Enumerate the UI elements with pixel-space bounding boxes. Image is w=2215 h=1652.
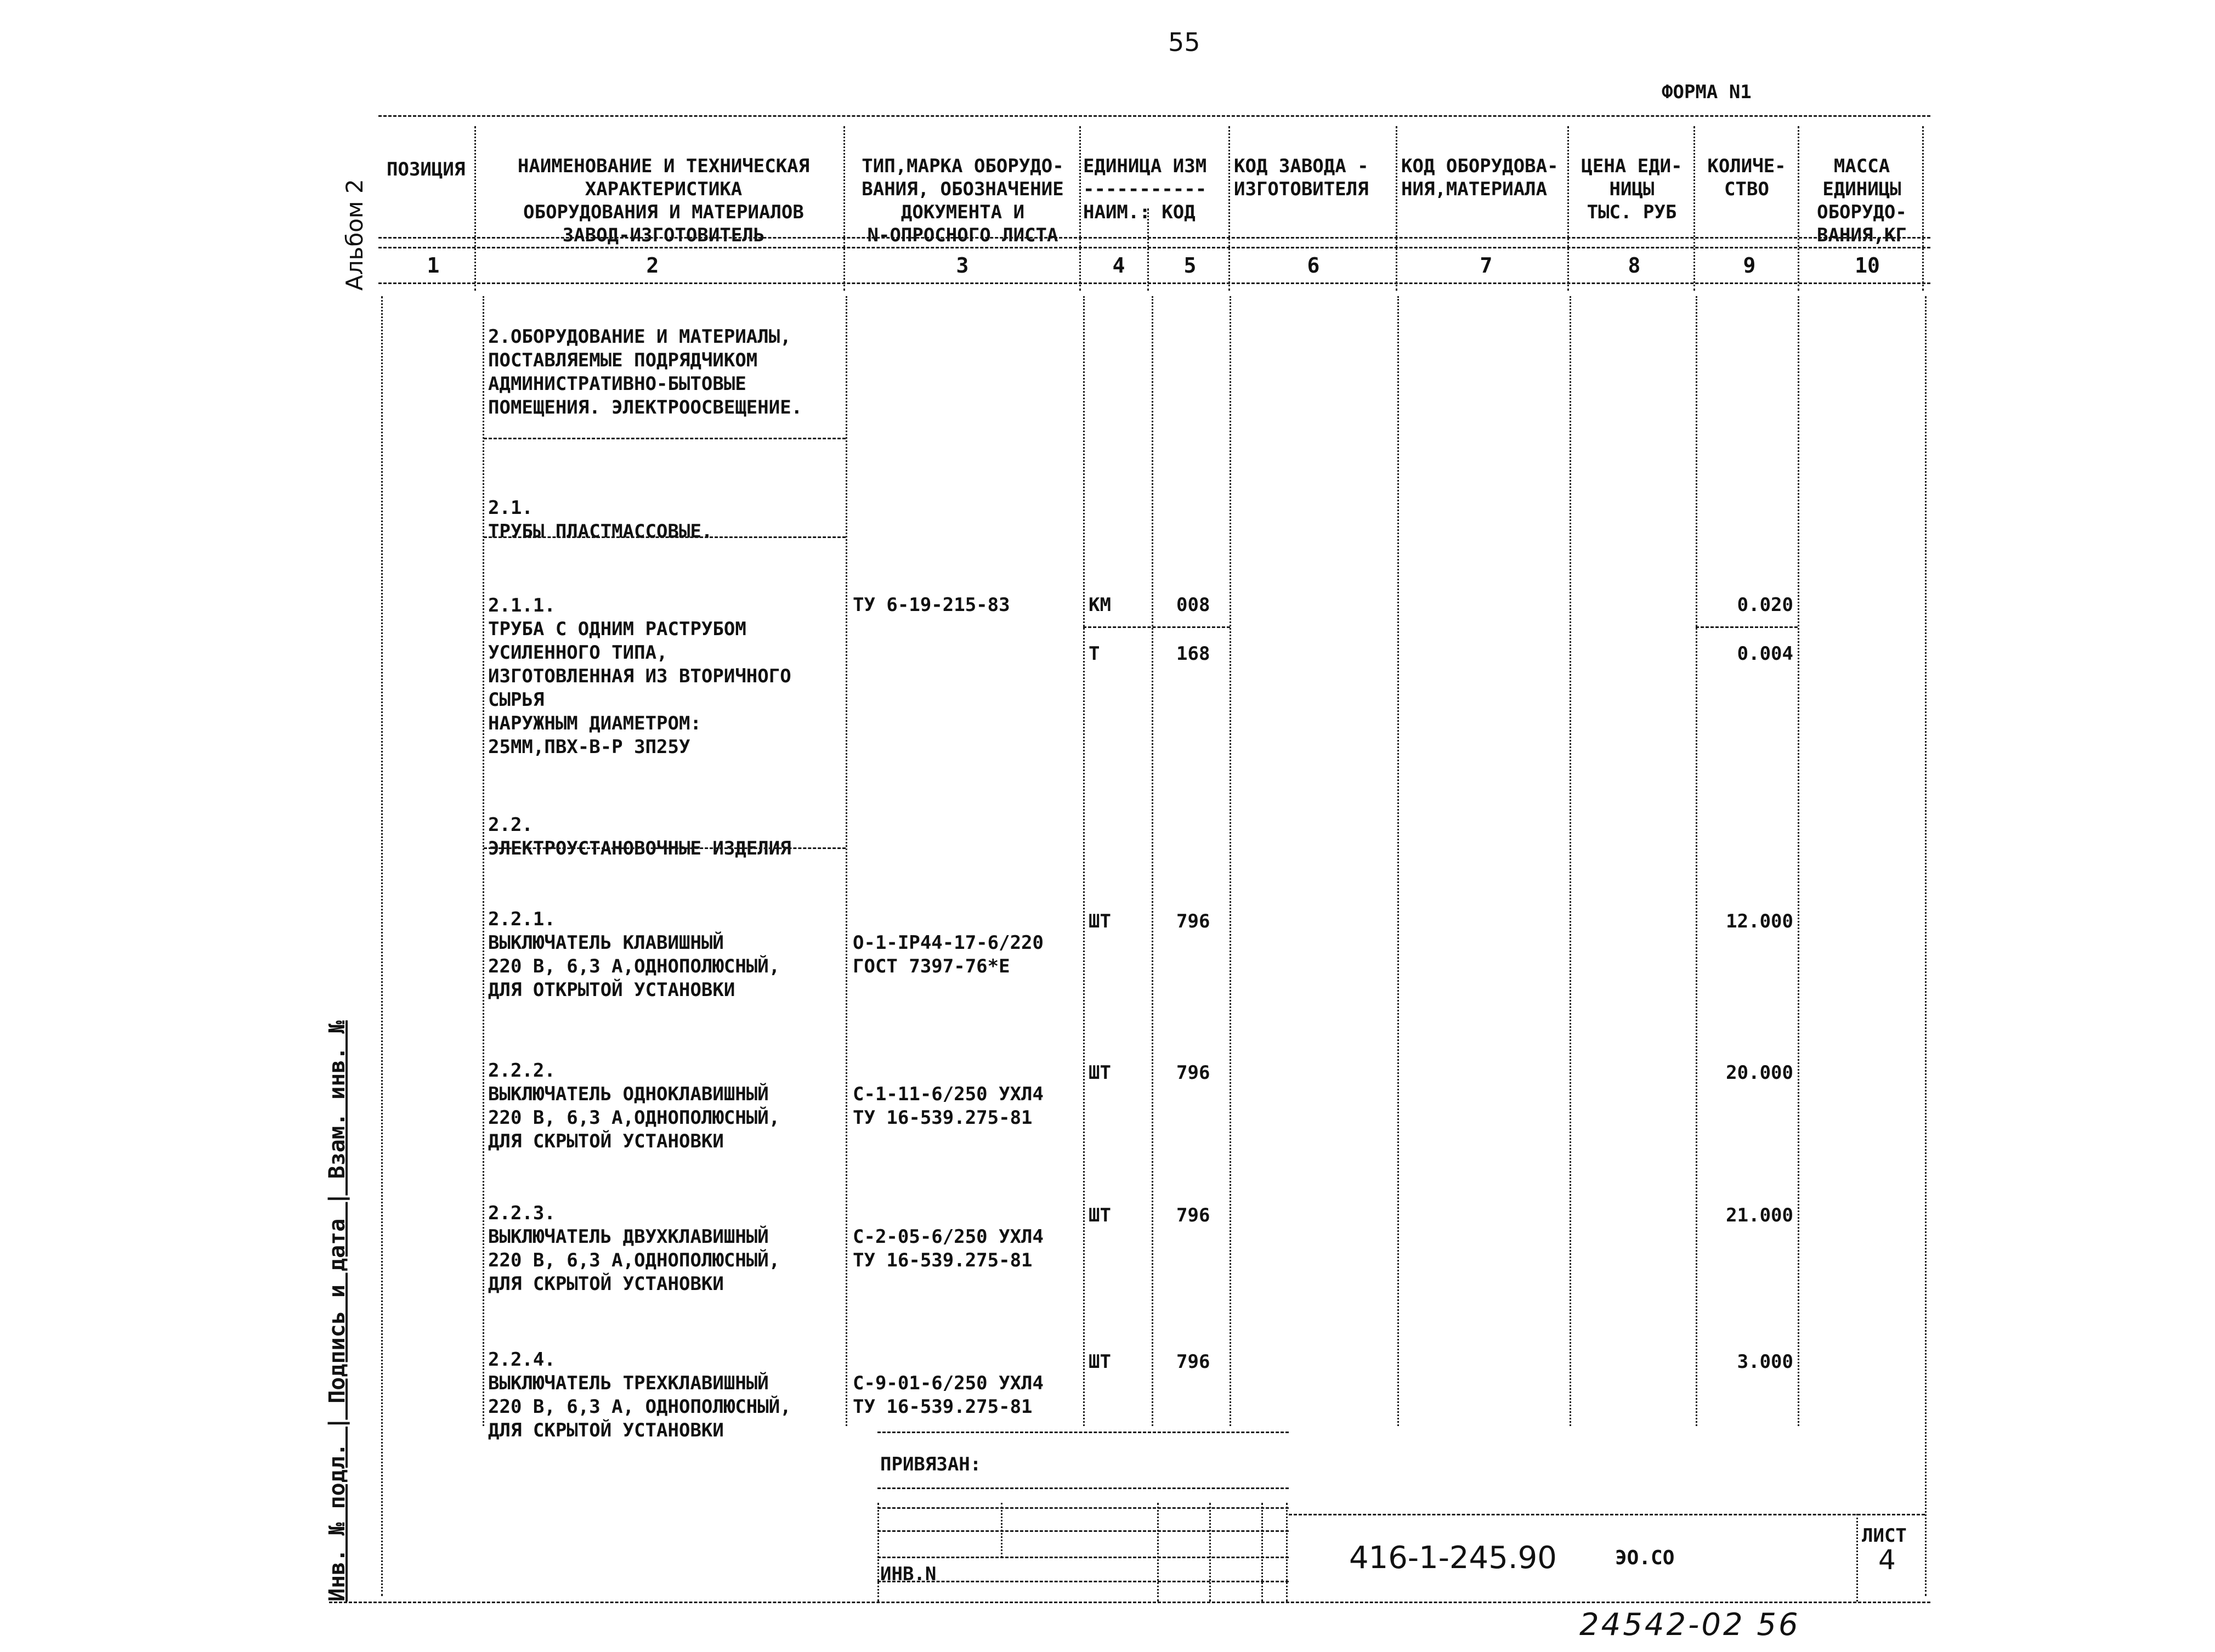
header-col3: ТИП,МАРКА ОБОРУДО- ВАНИЯ, ОБОЗНАЧЕНИЕ ДОКУМЕНТА И N-ОПРОСНОГО ЛИСТА bbox=[862, 155, 1064, 246]
table-bottom-rule bbox=[329, 1602, 1930, 1603]
item-2-2-2-type: С-1-11-6/250 УХЛ4 ТУ 16-539.275-81 bbox=[853, 1083, 1044, 1129]
colnum-7: 7 bbox=[1480, 253, 1493, 278]
body-col7-divider bbox=[1397, 296, 1399, 1426]
side-stamp: Инв. № подл. | Подпись и дата | Взам. инв. № bbox=[325, 1020, 350, 1602]
header-col1: ПОЗИЦИЯ bbox=[387, 159, 466, 180]
item-2-2-1-code: 796 bbox=[1176, 910, 1210, 932]
title-block-rule-4 bbox=[877, 1530, 1289, 1532]
colnum-4: 4 bbox=[1112, 253, 1125, 278]
colnum-3: 3 bbox=[956, 253, 969, 278]
item-2-1-1-unit-1: КМ bbox=[1089, 594, 1111, 616]
item-2-2-2-qty: 20.000 bbox=[1726, 1062, 1793, 1084]
section-2-2-rule bbox=[484, 847, 846, 849]
section-2-name: 2.ОБОРУДОВАНИЕ И МАТЕРИАЛЫ, ПОСТАВЛЯЕМЫЕ ПОДРЯДЧИКОМ АДМИНИСТРАТИВНО-БЫТОВЫЕ ПОМЕЩЕНИЯ. ЭЛЕКТРООСВЕЩЕНИЕ. bbox=[488, 326, 803, 418]
title-block-rule-6 bbox=[877, 1581, 1289, 1582]
item-2-2-1-name: 2.2.1. ВЫКЛЮЧАТЕЛЬ КЛАВИШНЫЙ 220 В, 6,3 А,ОДНОПОЛЮСНЫЙ, ДЛЯ ОТКРЫТОЙ УСТАНОВКИ bbox=[488, 908, 780, 1001]
col-divider-6 bbox=[1396, 126, 1397, 291]
col-divider-3 bbox=[1079, 126, 1081, 291]
doc-suffix: ЭО.СО bbox=[1615, 1547, 1675, 1569]
col-divider-5 bbox=[1228, 126, 1230, 291]
table-top-rule bbox=[378, 115, 1930, 117]
item-2-1-1-type: ТУ 6-19-215-83 bbox=[853, 594, 1010, 616]
colnum-9: 9 bbox=[1743, 253, 1756, 278]
form-label: ФОРМА N1 bbox=[1662, 81, 1752, 103]
item-2-2-4-type: С-9-01-6/250 УХЛ4 ТУ 16-539.275-81 bbox=[853, 1372, 1044, 1418]
title-block-rule-5 bbox=[877, 1557, 1289, 1558]
item-2-2-3-qty: 21.000 bbox=[1726, 1204, 1793, 1226]
body-left-edge bbox=[381, 296, 383, 1596]
title-block-left-edge bbox=[877, 1503, 879, 1602]
section-2-rule bbox=[484, 438, 846, 439]
header-col2: НАИМЕНОВАНИЕ И ТЕХНИЧЕСКАЯ ХАРАКТЕРИСТИКА ОБОРУДОВАНИЯ И МАТЕРИАЛОВ ЗАВОД-ИЗГОТОВИТЕЛЬ bbox=[517, 155, 810, 246]
title-block-rule-3 bbox=[877, 1507, 1289, 1509]
body-col4-divider bbox=[1083, 296, 1085, 1426]
item-2-1-1-qty-1: 0.020 bbox=[1737, 594, 1793, 616]
item-2-1-1-code-2: 168 bbox=[1176, 643, 1210, 665]
title-block-div-1 bbox=[1001, 1503, 1002, 1558]
item-2-1-1-unit-rule bbox=[1083, 626, 1230, 628]
handwritten-number: 24542-02 56 bbox=[1579, 1607, 1800, 1643]
item-2-1-1-unit-2: Т bbox=[1089, 643, 1100, 665]
item-2-1-1-qty-rule bbox=[1696, 626, 1798, 628]
inv-label: ИНВ.N bbox=[880, 1563, 937, 1585]
body-col6-divider bbox=[1230, 296, 1231, 1426]
colnum-5: 5 bbox=[1183, 253, 1197, 278]
header-col7: КОД ОБОРУДОВА- НИЯ,МАТЕРИАЛА bbox=[1401, 155, 1559, 200]
item-2-2-1-type: О-1-IP44-17-6/220 ГОСТ 7397-76*Е bbox=[853, 932, 1044, 977]
item-2-2-3-name: 2.2.3. ВЫКЛЮЧАТЕЛЬ ДВУХКЛАВИШНЫЙ 220 В, 6,3 А,ОДНОПОЛЮСНЫЙ, ДЛЯ СКРЫТОЙ УСТАНОВКИ bbox=[488, 1202, 780, 1295]
item-2-2-3-code: 796 bbox=[1176, 1204, 1210, 1226]
title-block-rule-2 bbox=[877, 1487, 1289, 1489]
colnum-10: 10 bbox=[1855, 253, 1880, 278]
title-block-div-5 bbox=[1286, 1503, 1288, 1602]
item-2-2-2-code: 796 bbox=[1176, 1062, 1210, 1084]
sheet-number: 4 bbox=[1878, 1544, 1896, 1576]
title-block-main-rule bbox=[1289, 1514, 1925, 1515]
item-2-2-4-code: 796 bbox=[1176, 1351, 1210, 1373]
page-number: 55 bbox=[1168, 27, 1200, 57]
doc-code: 416-1-245.90 bbox=[1349, 1540, 1557, 1576]
title-block-sheet-div bbox=[1856, 1514, 1858, 1602]
section-2-2-name: 2.2. ЭЛЕКТРОУСТАНОВОЧНЫЕ ИЗДЕЛИЯ bbox=[488, 814, 791, 859]
item-2-2-2-unit: ШТ bbox=[1089, 1062, 1111, 1084]
item-2-2-4-name: 2.2.4. ВЫКЛЮЧАТЕЛЬ ТРЕХКЛАВИШНЫЙ 220 В, 6,3 А, ОДНОПОЛЮСНЫЙ, ДЛЯ СКРЫТОЙ УСТАНОВКИ bbox=[488, 1349, 791, 1441]
item-2-2-1-qty: 12.000 bbox=[1726, 910, 1793, 932]
item-2-2-1-unit: ШТ bbox=[1089, 910, 1111, 932]
body-col9-divider bbox=[1696, 296, 1697, 1426]
colnum-6: 6 bbox=[1307, 253, 1320, 278]
col-divider-2 bbox=[843, 126, 845, 291]
body-col2-divider bbox=[483, 296, 484, 1426]
body-col8-divider bbox=[1570, 296, 1571, 1426]
body-right-edge bbox=[1925, 296, 1927, 1596]
title-block-top-rule bbox=[877, 1432, 1289, 1433]
header-col10: МАССА ЕДИНИЦЫ ОБОРУДО- ВАНИЯ,КГ bbox=[1817, 155, 1907, 246]
colnum-8: 8 bbox=[1628, 253, 1641, 278]
album-label: Альбом 2 bbox=[341, 179, 368, 291]
body-col3-divider bbox=[846, 296, 847, 1426]
col-divider-9 bbox=[1798, 126, 1799, 291]
sheet-label: ЛИСТ bbox=[1862, 1525, 1907, 1547]
section-2-1-name: 2.1. ТРУБЫ ПЛАСТМАССОВЫЕ. bbox=[488, 497, 713, 542]
header-col9: КОЛИЧЕ- СТВО bbox=[1707, 155, 1786, 200]
section-2-1-rule bbox=[484, 536, 846, 538]
col-divider-10 bbox=[1922, 126, 1924, 291]
item-2-2-4-unit: ШТ bbox=[1089, 1351, 1111, 1373]
item-2-2-3-type: С-2-05-6/250 УХЛ4 ТУ 16-539.275-81 bbox=[853, 1226, 1044, 1271]
body-col10-divider bbox=[1798, 296, 1799, 1426]
title-block-div-2 bbox=[1157, 1503, 1159, 1602]
body-col5-divider bbox=[1152, 296, 1153, 1426]
col-divider-1 bbox=[474, 126, 476, 291]
colnum-1: 1 bbox=[427, 253, 440, 278]
item-2-2-3-unit: ШТ bbox=[1089, 1204, 1111, 1226]
item-2-1-1-qty-2: 0.004 bbox=[1737, 643, 1793, 665]
header-col45: ЕДИНИЦА ИЗМ ----------- НАИМ.: КОД bbox=[1083, 155, 1207, 223]
item-2-1-1-name: 2.1.1. ТРУБА С ОДНИМ РАСТРУБОМ УСИЛЕННОГО ТИПА, ИЗГОТОВЛЕННАЯ ИЗ ВТОРИЧНОГО СЫРЬЯ НАРУЖНЫМ ДИАМЕТРОМ: 25ММ,ПВХ-В-Р 3П25У bbox=[488, 595, 791, 758]
header-col6: КОД ЗАВОДА - ИЗГОТОВИТЕЛЯ bbox=[1234, 155, 1369, 200]
title-block-div-4 bbox=[1261, 1503, 1263, 1602]
col-divider-8 bbox=[1693, 126, 1695, 291]
colnum-2: 2 bbox=[646, 253, 659, 278]
item-2-2-4-qty: 3.000 bbox=[1737, 1351, 1793, 1373]
colnum-bottom-rule bbox=[378, 282, 1930, 284]
col-divider-7 bbox=[1567, 126, 1569, 291]
bound-label: ПРИВЯЗАН: bbox=[880, 1453, 982, 1475]
header-col8: ЦЕНА ЕДИ- НИЦЫ ТЫС. РУБ bbox=[1581, 155, 1683, 223]
item-2-2-2-name: 2.2.2. ВЫКЛЮЧАТЕЛЬ ОДНОКЛАВИШНЫЙ 220 В, 6,3 А,ОДНОПОЛЮСНЫЙ, ДЛЯ СКРЫТОЙ УСТАНОВКИ bbox=[488, 1060, 780, 1152]
item-2-1-1-code-1: 008 bbox=[1176, 594, 1210, 616]
title-block-div-3 bbox=[1209, 1503, 1211, 1602]
